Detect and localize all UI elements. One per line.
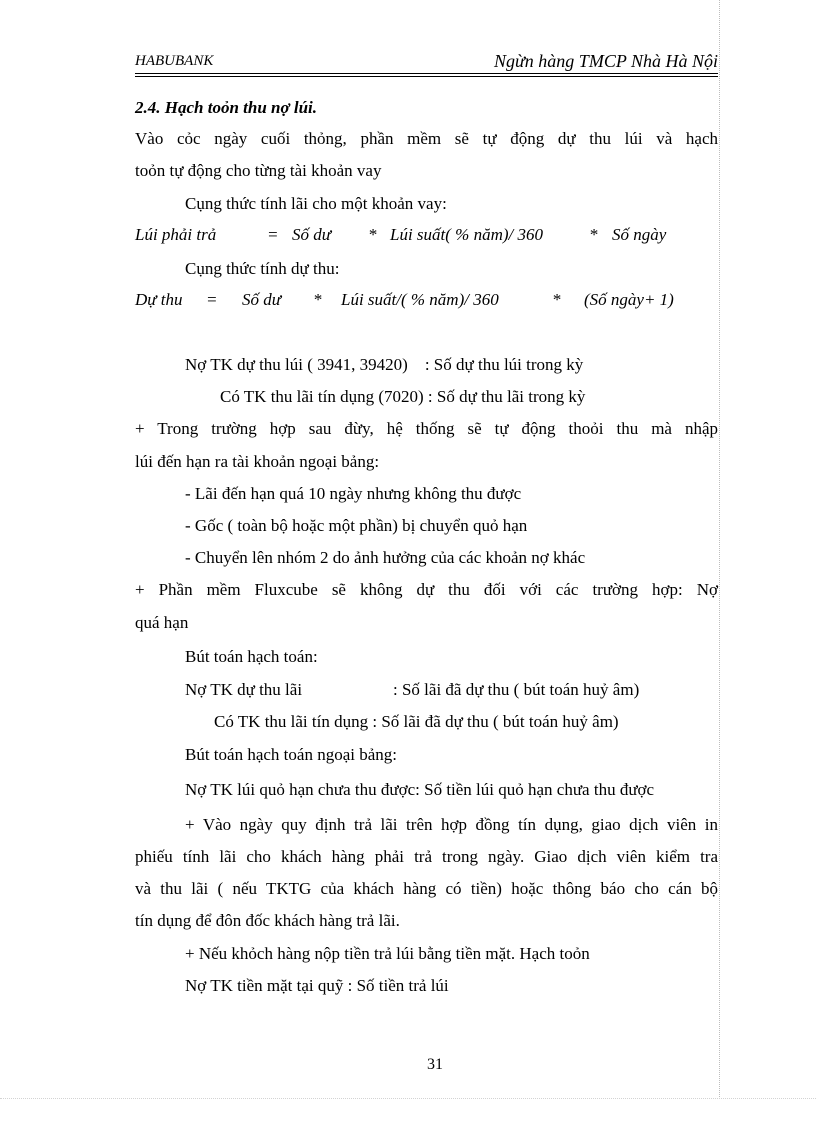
header-rule [135,73,718,77]
formula-operator: * [589,225,598,244]
paragraph-4-line-3: và thu lãi ( nếu TKTG của khách hàng có tiền) hoặc thông báo cho cán bộ [135,879,718,898]
page-border-bottom [0,1098,816,1099]
formula-term-days: Số ngày [612,225,667,244]
formula-term-rate: Lúi suất/( % năm)/ 360 [341,290,499,309]
entry-2-title: Bút toán hạch toán: [185,647,318,666]
formula-term-rate: Lúi suất( % năm)/ 360 [390,225,543,244]
formula2-intro: Cụng thức tính dự thu: [185,259,340,278]
entry-1-debit: Nợ TK dự thu lúi ( 3941, 39420) : Số dự thu lúi trong kỳ [185,355,584,374]
entry-3-title: Bút toán hạch toán ngoại bảng: [185,745,397,764]
bullet-item: - Chuyển lên nhóm 2 do ảnh hưởng của các khoản nợ khác [185,548,586,567]
section-heading: 2.4. Hạch toỏn thu nợ lúi. [135,98,318,117]
paragraph-4-line-4: tín dụng để đôn đốc khách hàng trả lãi. [135,911,400,930]
formula-term-balance: Số dư [242,290,282,309]
formula-operator: * [368,225,377,244]
paragraph-1-line-1: Vào cỏc ngày cuối thỏng, phần mềm sẽ tự động dự thu lúi và hạch [135,129,718,148]
page-border-right [719,0,720,1099]
entry-4-debit: Nợ TK tiền mặt tại quỹ : Số tiền trả lúi [185,976,449,995]
bullet-item: - Lãi đến hạn quá 10 ngày nhưng không thu được [185,484,522,503]
paragraph-3-line-1: + Phần mềm Fluxcube sẽ không dự thu đối với các trường hợp: Nợ [135,580,718,599]
entry-2-debit-value: : Số lãi đã dự thu ( bút toán huỷ âm) [393,680,640,699]
paragraph-2-line-1: + Trong trường hợp sau đừy, hệ thống sẽ tự động thoỏi thu mà nhập [135,419,718,438]
page-number: 31 [427,1056,443,1073]
formula-term-days: (Số ngày+ 1) [584,290,674,309]
paragraph-5: + Nếu khỏch hàng nộp tiền trả lúi bằng tiền mặt. Hạch toỏn [185,944,590,963]
formula-operator: * [552,290,561,309]
formula-accrual [0,290,816,314]
formula-interest [0,225,816,249]
formula-equals: = [267,225,279,244]
bullet-item: - Gốc ( toàn bộ hoặc một phần) bị chuyển quỏ hạn [185,516,528,535]
formula-equals: = [206,290,218,309]
paragraph-4-line-2: phiếu tính lãi cho khách hàng phải trả trong ngày. Giao dịch viên kiểm tra [135,847,718,866]
formula-lhs: Dự thu [135,290,183,309]
page-header [135,48,718,74]
entry-2-debit-label: Nợ TK dự thu lãi [185,680,303,699]
paragraph-4-line-1: + Vào ngày quy định trả lãi trên hợp đồng tín dụng, giao dịch viên in [185,815,718,834]
paragraph-2-line-2: lúi đến hạn ra tài khoản ngoại bảng: [135,452,380,471]
header-left: HABUBANK [135,53,214,69]
header-right: Ngừn hàng TMCP Nhà Hà Nội [493,51,718,71]
entry-2-credit: Có TK thu lãi tín dụng : Số lãi đã dự thu ( bút toán huỷ âm) [214,712,619,731]
entry-1-credit: Có TK thu lãi tín dụng (7020) : Số dự thu lãi trong kỳ [220,387,586,406]
formula-operator: * [313,290,322,309]
formula-lhs: Lúi phải trả [135,225,217,244]
entry-3-debit: Nợ TK lúi quỏ hạn chưa thu được: Số tiền lúi quỏ hạn chưa thu được [185,780,655,799]
formula-intro: Cụng thức tính lãi cho một khoản vay: [185,194,447,213]
paragraph-1-line-2: toỏn tự động cho từng tài khoản vay [135,161,382,180]
paragraph-3-line-2: quá hạn [135,613,189,632]
formula-term-balance: Số dư [292,225,332,244]
